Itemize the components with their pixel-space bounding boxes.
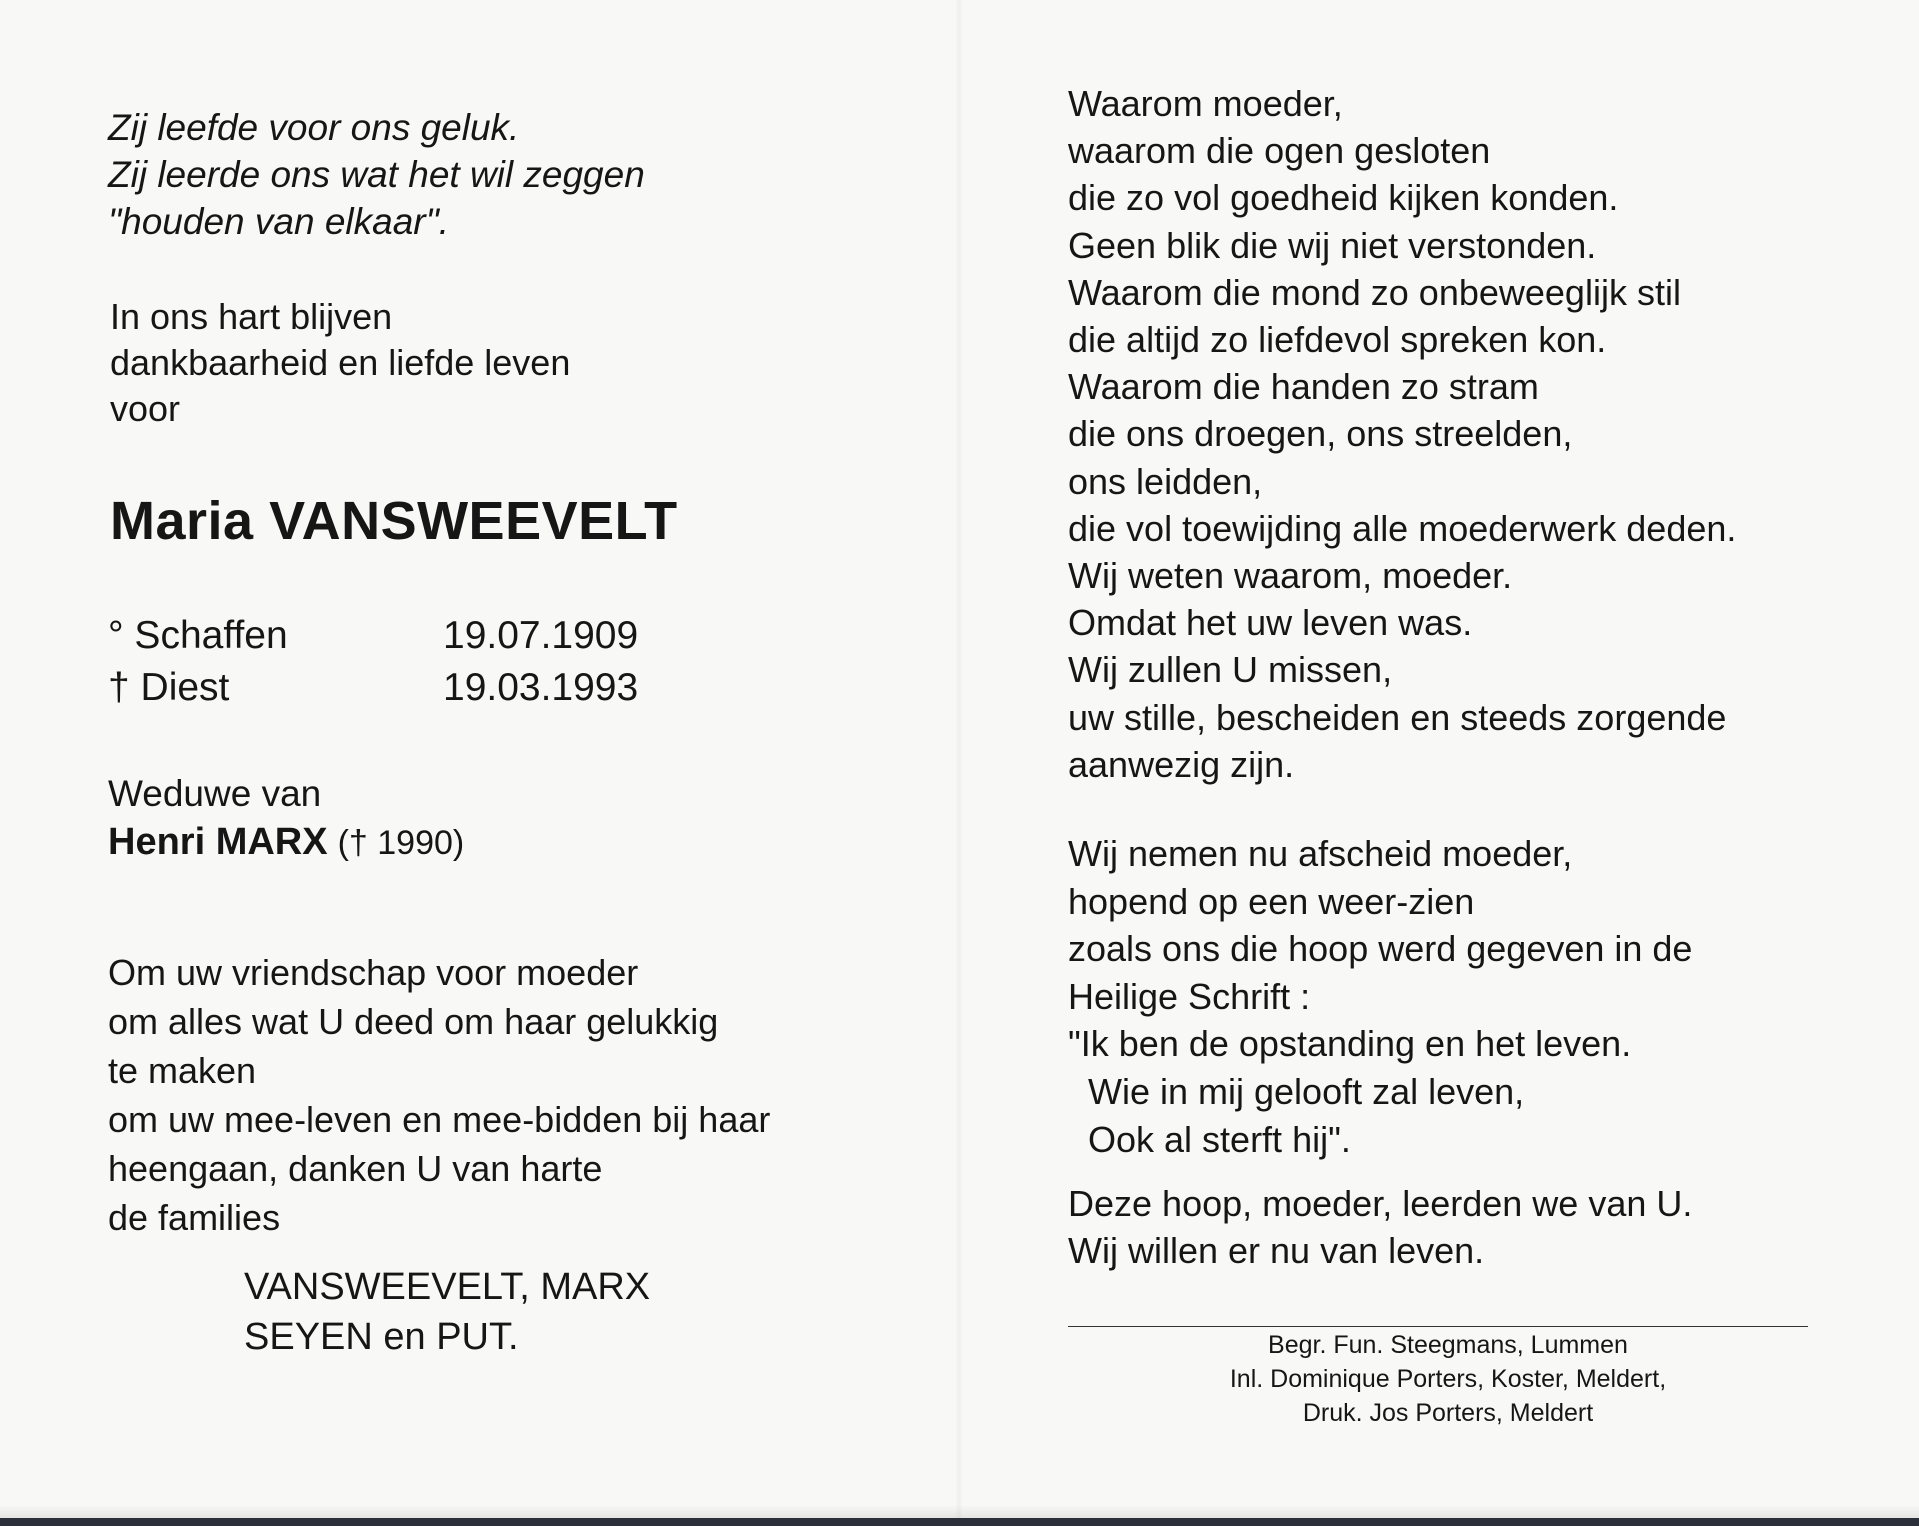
poem-line: die ons droegen, ons streelden, xyxy=(1068,413,1573,455)
family-line: SEYEN en PUT. xyxy=(244,1316,519,1358)
widow-label: Weduwe van xyxy=(108,773,322,814)
motto-line: Zij leerde ons wat het wil zeggen xyxy=(108,154,645,195)
printer-credits xyxy=(1068,1328,1828,1430)
family-names xyxy=(244,1262,650,1362)
scripture-quote-line: "Ik ben de opstanding en het leven. xyxy=(1068,1023,1632,1065)
spouse-name: Henri MARX xyxy=(108,821,328,863)
credits-divider xyxy=(1068,1326,1808,1327)
scripture-quote-line: Ook al sterft hij". xyxy=(1088,1118,1351,1160)
motto xyxy=(108,104,645,245)
poem-line: die zo vol goedheid kijken konden. xyxy=(1068,177,1619,219)
thanks-line: om alles wat U deed om haar gelukkig xyxy=(108,1001,719,1042)
farewell-line: zoals ons die hoop werd gegeven in de xyxy=(1068,928,1693,970)
death-place: † Diest xyxy=(108,666,230,709)
farewell-stanza xyxy=(1068,830,1692,1163)
closing-stanza xyxy=(1068,1180,1692,1274)
poem-line: Wij zullen U missen, xyxy=(1068,649,1393,691)
intro xyxy=(110,294,570,432)
poem-line: Geen blik die wij niet verstonden. xyxy=(1068,224,1597,266)
farewell-line: Wij nemen nu afscheid moeder, xyxy=(1068,833,1573,874)
closing-line: Wij willen er nu van leven. xyxy=(1068,1230,1485,1271)
closing-line: Deze hoop, moeder, leerden we van U. xyxy=(1068,1183,1693,1224)
thanks-line: te maken xyxy=(108,1050,257,1091)
farewell-line: Heilige Schrift : xyxy=(1068,975,1311,1017)
poem-line: aanwezig zijn. xyxy=(1068,743,1295,785)
poem-line: waarom die ogen gesloten xyxy=(1068,130,1491,172)
poem-line: ons leidden, xyxy=(1068,460,1263,502)
farewell-line: hopend op een weer-zien xyxy=(1068,880,1475,922)
scripture-quote-line: Wie in mij gelooft zal leven, xyxy=(1088,1070,1525,1112)
credit-line: Inl. Dominique Porters, Koster, Meldert, xyxy=(1229,1365,1667,1393)
poem-line: uw stille, bescheiden en steeds zorgende xyxy=(1068,696,1727,738)
intro-line: voor xyxy=(110,388,181,429)
card-bottom-edge xyxy=(0,1518,1919,1526)
birth-place: ° Schaffen xyxy=(108,614,288,657)
poem-line: Waarom die handen zo stram xyxy=(1068,366,1539,408)
card-fold xyxy=(955,0,963,1526)
intro-line: In ons hart blijven xyxy=(110,296,393,337)
death-date: 19.03.1993 xyxy=(443,666,639,709)
thanks-line: om uw mee-leven en mee-bidden bij haar xyxy=(108,1099,771,1140)
birth-date: 19.07.1909 xyxy=(443,614,639,657)
poem-line: Waarom moeder, xyxy=(1068,83,1343,124)
thanks-line: de families xyxy=(108,1197,281,1238)
poem-line: Omdat het uw leven was. xyxy=(1068,602,1473,644)
motto-line: Zij leefde voor ons geluk. xyxy=(108,107,520,148)
credit-line: Druk. Jos Porters, Meldert xyxy=(1302,1399,1594,1427)
widow-block xyxy=(108,770,464,867)
intro-line: dankbaarheid en liefde leven xyxy=(110,342,571,383)
poem-line: Waarom die mond zo onbeweeglijk stil xyxy=(1068,271,1681,313)
deceased-name: Maria VANSWEEVELT xyxy=(110,491,678,551)
motto-line: "houden van elkaar". xyxy=(108,201,450,242)
thanks-text xyxy=(108,948,770,1242)
thanks-line: heengaan, danken U van harte xyxy=(108,1148,603,1189)
poem xyxy=(1068,80,1736,788)
card-edge-shadow xyxy=(0,1505,1919,1518)
poem-line: die vol toewijding alle moederwerk deden. xyxy=(1068,507,1737,549)
spouse-line xyxy=(108,818,464,867)
family-line: VANSWEEVELT, MARX xyxy=(244,1266,651,1308)
thanks-line: Om uw vriendschap voor moeder xyxy=(108,952,639,993)
poem-line: die altijd zo liefdevol spreken kon. xyxy=(1068,319,1607,361)
poem-line: Wij weten waarom, moeder. xyxy=(1068,555,1513,597)
spouse-death: († 1990) xyxy=(337,824,465,862)
credit-line: Begr. Fun. Steegmans, Lummen xyxy=(1268,1331,1628,1359)
